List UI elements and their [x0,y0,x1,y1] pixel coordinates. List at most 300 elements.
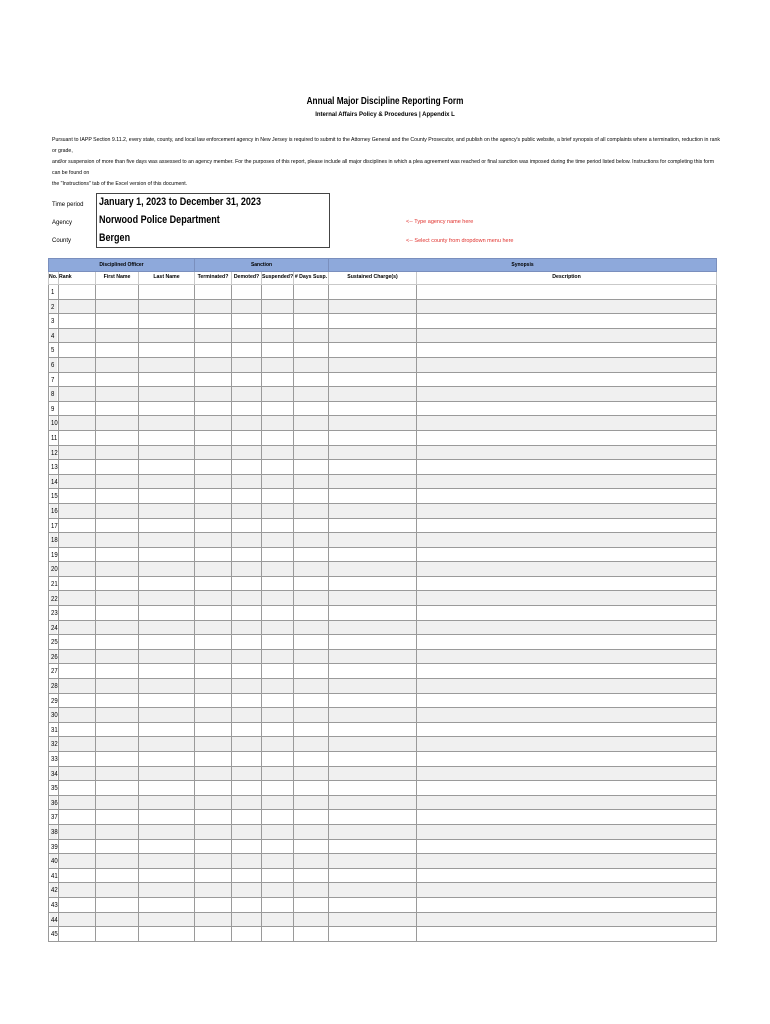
table-cell[interactable] [59,401,96,416]
table-cell[interactable] [139,445,195,460]
table-cell[interactable] [232,562,262,577]
table-cell[interactable] [195,693,232,708]
table-cell[interactable] [139,854,195,869]
table-cell[interactable] [139,503,195,518]
table-cell[interactable] [262,387,294,402]
table-cell[interactable] [417,795,717,810]
table-cell[interactable] [417,401,717,416]
table-cell[interactable] [329,635,417,650]
table-cell[interactable] [139,693,195,708]
table-cell[interactable] [96,868,139,883]
table-cell[interactable] [195,897,232,912]
table-cell[interactable] [262,679,294,694]
table-cell[interactable] [59,387,96,402]
table-cell[interactable] [329,620,417,635]
table-cell[interactable] [59,766,96,781]
table-cell[interactable] [59,664,96,679]
table-cell[interactable] [195,372,232,387]
table-cell[interactable] [294,328,329,343]
table-cell[interactable] [232,591,262,606]
table-cell[interactable] [417,693,717,708]
table-cell[interactable] [139,285,195,300]
table-cell[interactable] [139,868,195,883]
table-cell[interactable] [294,766,329,781]
table-cell[interactable] [59,679,96,694]
table-cell[interactable] [262,533,294,548]
table-cell[interactable] [329,343,417,358]
table-cell[interactable] [262,606,294,621]
table-cell[interactable] [195,357,232,372]
table-cell[interactable] [96,620,139,635]
table-cell[interactable] [262,401,294,416]
table-cell[interactable] [139,416,195,431]
table-cell[interactable] [59,722,96,737]
table-cell[interactable] [417,460,717,475]
table-cell[interactable] [232,285,262,300]
table-cell[interactable] [232,576,262,591]
table-cell[interactable] [232,839,262,854]
table-cell[interactable] [96,314,139,329]
table-cell[interactable] [195,401,232,416]
table-cell[interactable] [195,533,232,548]
table-cell[interactable] [232,649,262,664]
table-cell[interactable] [195,576,232,591]
table-cell[interactable] [417,649,717,664]
time-period-field[interactable]: January 1, 2023 to December 31, 2023 [99,196,261,208]
table-cell[interactable] [294,489,329,504]
table-cell[interactable] [139,474,195,489]
table-cell[interactable] [232,430,262,445]
table-cell[interactable] [96,737,139,752]
table-cell[interactable] [329,752,417,767]
table-cell[interactable] [96,474,139,489]
table-cell[interactable] [294,839,329,854]
table-cell[interactable] [232,416,262,431]
table-cell[interactable] [195,416,232,431]
table-cell[interactable] [96,766,139,781]
table-cell[interactable] [59,503,96,518]
table-cell[interactable] [59,620,96,635]
table-cell[interactable] [294,883,329,898]
table-cell[interactable] [96,679,139,694]
table-cell[interactable] [262,328,294,343]
table-cell[interactable] [294,401,329,416]
table-cell[interactable] [329,912,417,927]
table-cell[interactable] [59,897,96,912]
agency-field[interactable]: Norwood Police Department [99,214,220,226]
table-cell[interactable] [262,752,294,767]
table-cell[interactable] [59,868,96,883]
table-cell[interactable] [96,839,139,854]
table-cell[interactable] [59,474,96,489]
table-cell[interactable] [294,620,329,635]
table-cell[interactable] [96,343,139,358]
table-cell[interactable] [139,489,195,504]
table-cell[interactable] [232,620,262,635]
table-cell[interactable] [329,737,417,752]
table-cell[interactable] [96,503,139,518]
table-cell[interactable] [417,372,717,387]
table-cell[interactable] [59,489,96,504]
table-cell[interactable] [262,708,294,723]
table-cell[interactable] [417,824,717,839]
table-cell[interactable] [195,927,232,942]
table-cell[interactable] [417,518,717,533]
table-cell[interactable] [59,752,96,767]
table-cell[interactable] [195,868,232,883]
table-cell[interactable] [96,387,139,402]
table-cell[interactable] [139,372,195,387]
table-cell[interactable] [417,357,717,372]
table-cell[interactable] [417,474,717,489]
table-cell[interactable] [262,781,294,796]
table-cell[interactable] [59,927,96,942]
table-cell[interactable] [59,810,96,825]
table-cell[interactable] [195,810,232,825]
table-cell[interactable] [329,649,417,664]
table-cell[interactable] [329,576,417,591]
table-cell[interactable] [262,285,294,300]
table-cell[interactable] [96,445,139,460]
table-cell[interactable] [294,299,329,314]
table-cell[interactable] [139,533,195,548]
table-cell[interactable] [294,635,329,650]
table-cell[interactable] [262,620,294,635]
table-cell[interactable] [195,591,232,606]
table-cell[interactable] [139,810,195,825]
table-cell[interactable] [232,474,262,489]
table-cell[interactable] [294,927,329,942]
table-cell[interactable] [262,795,294,810]
table-cell[interactable] [329,883,417,898]
table-cell[interactable] [329,766,417,781]
table-cell[interactable] [417,387,717,402]
table-cell[interactable] [195,912,232,927]
table-cell[interactable] [417,562,717,577]
table-cell[interactable] [59,883,96,898]
table-cell[interactable] [59,314,96,329]
table-cell[interactable] [195,562,232,577]
table-cell[interactable] [59,912,96,927]
table-cell[interactable] [262,518,294,533]
table-cell[interactable] [96,328,139,343]
table-cell[interactable] [262,489,294,504]
table-cell[interactable] [96,897,139,912]
table-cell[interactable] [417,883,717,898]
table-cell[interactable] [294,606,329,621]
table-cell[interactable] [139,883,195,898]
table-cell[interactable] [329,416,417,431]
table-cell[interactable] [195,430,232,445]
table-cell[interactable] [139,401,195,416]
table-cell[interactable] [59,839,96,854]
table-cell[interactable] [195,343,232,358]
table-cell[interactable] [96,693,139,708]
table-cell[interactable] [139,518,195,533]
table-cell[interactable] [96,649,139,664]
table-cell[interactable] [262,430,294,445]
table-cell[interactable] [96,795,139,810]
table-cell[interactable] [294,649,329,664]
table-cell[interactable] [294,795,329,810]
table-cell[interactable] [59,576,96,591]
table-cell[interactable] [59,635,96,650]
table-cell[interactable] [59,518,96,533]
table-cell[interactable] [139,387,195,402]
table-cell[interactable] [96,547,139,562]
table-cell[interactable] [96,576,139,591]
table-cell[interactable] [262,927,294,942]
table-cell[interactable] [59,708,96,723]
table-cell[interactable] [294,430,329,445]
table-cell[interactable] [294,679,329,694]
table-cell[interactable] [294,591,329,606]
table-cell[interactable] [329,854,417,869]
table-cell[interactable] [96,518,139,533]
table-cell[interactable] [139,897,195,912]
table-cell[interactable] [232,708,262,723]
table-cell[interactable] [232,635,262,650]
table-cell[interactable] [96,722,139,737]
table-cell[interactable] [139,620,195,635]
table-cell[interactable] [417,591,717,606]
table-cell[interactable] [96,591,139,606]
table-cell[interactable] [294,708,329,723]
table-cell[interactable] [96,606,139,621]
table-cell[interactable] [329,897,417,912]
table-cell[interactable] [329,430,417,445]
table-cell[interactable] [139,430,195,445]
table-cell[interactable] [59,533,96,548]
table-cell[interactable] [294,722,329,737]
table-cell[interactable] [417,328,717,343]
table-cell[interactable] [232,824,262,839]
table-cell[interactable] [262,547,294,562]
table-cell[interactable] [329,445,417,460]
table-cell[interactable] [417,854,717,869]
table-cell[interactable] [262,460,294,475]
table-cell[interactable] [417,343,717,358]
table-cell[interactable] [59,460,96,475]
table-cell[interactable] [139,562,195,577]
table-cell[interactable] [262,372,294,387]
table-cell[interactable] [195,679,232,694]
table-cell[interactable] [329,489,417,504]
table-cell[interactable] [232,752,262,767]
table-cell[interactable] [195,839,232,854]
table-cell[interactable] [329,824,417,839]
table-cell[interactable] [232,547,262,562]
table-cell[interactable] [195,314,232,329]
table-cell[interactable] [262,722,294,737]
table-cell[interactable] [294,445,329,460]
table-cell[interactable] [232,328,262,343]
table-cell[interactable] [232,883,262,898]
table-cell[interactable] [59,328,96,343]
table-cell[interactable] [59,299,96,314]
table-cell[interactable] [195,766,232,781]
table-cell[interactable] [139,912,195,927]
table-cell[interactable] [96,752,139,767]
table-cell[interactable] [329,606,417,621]
table-cell[interactable] [262,897,294,912]
table-cell[interactable] [139,781,195,796]
table-cell[interactable] [59,562,96,577]
table-cell[interactable] [139,737,195,752]
table-cell[interactable] [329,722,417,737]
table-cell[interactable] [329,927,417,942]
table-cell[interactable] [139,752,195,767]
table-cell[interactable] [417,445,717,460]
table-cell[interactable] [139,357,195,372]
table-cell[interactable] [195,708,232,723]
table-cell[interactable] [262,883,294,898]
table-cell[interactable] [195,635,232,650]
table-cell[interactable] [232,518,262,533]
table-cell[interactable] [96,810,139,825]
table-cell[interactable] [329,795,417,810]
table-cell[interactable] [417,810,717,825]
table-cell[interactable] [329,810,417,825]
table-cell[interactable] [329,285,417,300]
table-cell[interactable] [96,372,139,387]
table-cell[interactable] [195,299,232,314]
table-cell[interactable] [262,576,294,591]
table-cell[interactable] [96,824,139,839]
table-cell[interactable] [139,635,195,650]
table-cell[interactable] [139,708,195,723]
table-cell[interactable] [139,679,195,694]
table-cell[interactable] [139,328,195,343]
table-cell[interactable] [232,445,262,460]
table-cell[interactable] [417,416,717,431]
table-cell[interactable] [232,868,262,883]
table-cell[interactable] [96,357,139,372]
table-cell[interactable] [59,285,96,300]
table-cell[interactable] [139,460,195,475]
table-cell[interactable] [262,824,294,839]
table-cell[interactable] [96,299,139,314]
table-cell[interactable] [262,591,294,606]
table-cell[interactable] [59,606,96,621]
table-cell[interactable] [417,299,717,314]
table-cell[interactable] [195,664,232,679]
table-cell[interactable] [139,649,195,664]
table-cell[interactable] [59,781,96,796]
table-cell[interactable] [232,401,262,416]
table-cell[interactable] [232,795,262,810]
table-cell[interactable] [232,927,262,942]
table-cell[interactable] [262,299,294,314]
table-cell[interactable] [232,372,262,387]
table-cell[interactable] [59,357,96,372]
table-cell[interactable] [262,635,294,650]
table-cell[interactable] [139,664,195,679]
table-cell[interactable] [96,562,139,577]
table-cell[interactable] [417,314,717,329]
table-cell[interactable] [329,460,417,475]
table-cell[interactable] [294,343,329,358]
table-cell[interactable] [294,357,329,372]
table-cell[interactable] [294,737,329,752]
table-cell[interactable] [262,343,294,358]
table-cell[interactable] [139,766,195,781]
table-cell[interactable] [195,795,232,810]
table-cell[interactable] [294,854,329,869]
table-cell[interactable] [139,839,195,854]
table-cell[interactable] [329,372,417,387]
table-cell[interactable] [294,576,329,591]
table-cell[interactable] [195,781,232,796]
table-cell[interactable] [232,693,262,708]
table-cell[interactable] [96,883,139,898]
table-cell[interactable] [59,591,96,606]
table-cell[interactable] [417,781,717,796]
table-cell[interactable] [262,314,294,329]
table-cell[interactable] [232,854,262,869]
table-cell[interactable] [294,912,329,927]
table-cell[interactable] [59,737,96,752]
table-cell[interactable] [139,824,195,839]
table-cell[interactable] [262,868,294,883]
table-cell[interactable] [59,795,96,810]
table-cell[interactable] [96,781,139,796]
table-cell[interactable] [329,328,417,343]
table-cell[interactable] [195,547,232,562]
table-cell[interactable] [195,606,232,621]
table-cell[interactable] [294,897,329,912]
table-cell[interactable] [195,285,232,300]
table-cell[interactable] [96,912,139,927]
table-cell[interactable] [329,708,417,723]
table-cell[interactable] [232,737,262,752]
table-cell[interactable] [195,460,232,475]
table-cell[interactable] [195,620,232,635]
table-cell[interactable] [139,795,195,810]
table-cell[interactable] [232,314,262,329]
table-cell[interactable] [195,722,232,737]
table-cell[interactable] [294,810,329,825]
table-cell[interactable] [262,416,294,431]
table-cell[interactable] [294,372,329,387]
table-cell[interactable] [262,503,294,518]
table-cell[interactable] [417,503,717,518]
table-cell[interactable] [232,387,262,402]
table-cell[interactable] [96,664,139,679]
table-cell[interactable] [96,430,139,445]
table-cell[interactable] [262,839,294,854]
table-cell[interactable] [417,430,717,445]
table-cell[interactable] [294,503,329,518]
table-cell[interactable] [139,576,195,591]
table-cell[interactable] [417,679,717,694]
table-cell[interactable] [329,401,417,416]
table-cell[interactable] [139,547,195,562]
table-cell[interactable] [294,533,329,548]
table-cell[interactable] [96,533,139,548]
table-cell[interactable] [59,854,96,869]
table-cell[interactable] [96,927,139,942]
table-cell[interactable] [96,416,139,431]
table-cell[interactable] [329,591,417,606]
table-cell[interactable] [59,343,96,358]
table-cell[interactable] [232,489,262,504]
table-cell[interactable] [195,445,232,460]
table-cell[interactable] [417,737,717,752]
table-cell[interactable] [329,518,417,533]
table-cell[interactable] [329,664,417,679]
table-cell[interactable] [195,737,232,752]
